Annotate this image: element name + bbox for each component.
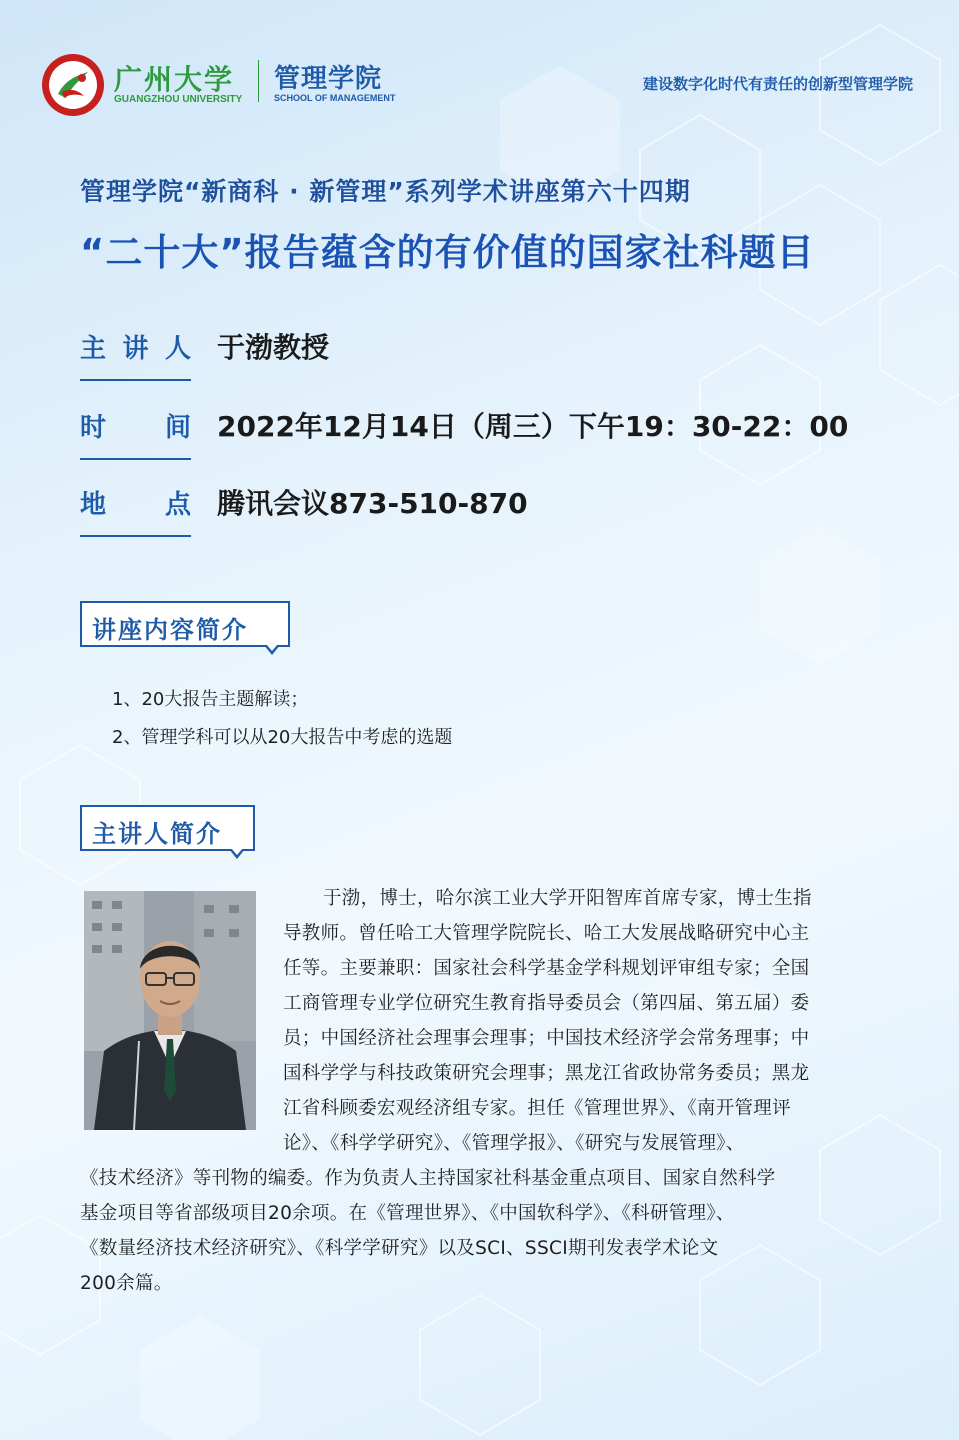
info-underline <box>80 535 191 537</box>
bio-line: 员；中国经济社会理事会理事；中国技术经济学会常务理事；中 <box>283 1028 810 1049</box>
info-row-location <box>80 484 880 544</box>
content-section-heading: 讲座内容简介 <box>80 601 290 647</box>
info-row-speaker <box>80 328 880 388</box>
bio-line: 工商管理专业学位研究生教育指导委员会（第四届、第五届）委 <box>283 993 810 1014</box>
school-name-en: SCHOOL OF MANAGEMENT <box>274 93 396 103</box>
lecture-series-subtitle: 管理学院“新商科 · 新管理”系列学术讲座第六十四期 <box>80 177 691 206</box>
university-name: 广州大学 <box>114 63 235 96</box>
brand-divider <box>258 60 259 102</box>
school-name: 管理学院 <box>274 64 383 94</box>
speaker-photo <box>84 891 256 1130</box>
bio-line: 国科学学与科技政策研究会理事；黑龙江省政协常务委员；黑龙 <box>283 1063 810 1084</box>
lecture-title: “二十大”报告蕴含的有价值的国家社科题目 <box>80 231 815 274</box>
info-label-location: 地 点 <box>80 490 191 520</box>
info-value-speaker: 于渤教授 <box>217 331 330 364</box>
bio-line: 《技术经济》等刊物的编委。作为负责人主持国家社科基金重点项目、国家自然科学 <box>80 1168 776 1189</box>
bio-line: 《数量经济技术经济研究》、《科学学研究》以及SCI、SSCI期刊发表学术论文 <box>80 1238 719 1259</box>
university-seal-logo <box>40 52 106 118</box>
bio-line: 于渤，博士，哈尔滨工业大学开阳智库首席专家，博士生指 <box>323 888 812 909</box>
bio-line: 导教师。曾任哈工大管理学院院长、哈工大发展战略研究中心主 <box>283 923 810 944</box>
bio-line: 200余篇。 <box>80 1273 173 1294</box>
content-item: 2、管理学科可以从20大报告中考虑的选题 <box>112 727 453 748</box>
info-underline <box>80 379 191 381</box>
info-row-time <box>80 407 880 467</box>
header <box>0 0 959 130</box>
content-item: 1、20大报告主题解读； <box>112 689 309 710</box>
slogan: 建设数字化时代有责任的创新型管理学院 <box>642 75 913 93</box>
info-value-location: 腾讯会议873-510-870 <box>217 487 528 520</box>
bio-line: 基金项目等省部级项目20余项。在《管理世界》、《中国软科学》、《科研管理》、 <box>80 1203 735 1224</box>
bio-line: 任等。主要兼职：国家社会科学基金学科规划评审组专家；全国 <box>283 958 810 979</box>
info-underline <box>80 458 191 460</box>
info-label-speaker: 主 讲 人 <box>80 334 191 364</box>
bio-line: 江省科顾委宏观经济组专家。担任《管理世界》、《南开管理评 <box>283 1098 791 1119</box>
info-label-time: 时 间 <box>80 413 191 443</box>
info-value-time: 2022年12月14日（周三）下午19：30-22：00 <box>217 410 849 443</box>
speaker-section-heading: 主讲人简介 <box>80 805 255 851</box>
bio-line: 论》、《科学学研究》、《管理学报》、《研究与发展管理》、 <box>283 1133 745 1154</box>
university-name-en: GUANGZHOU UNIVERSITY <box>114 94 243 105</box>
